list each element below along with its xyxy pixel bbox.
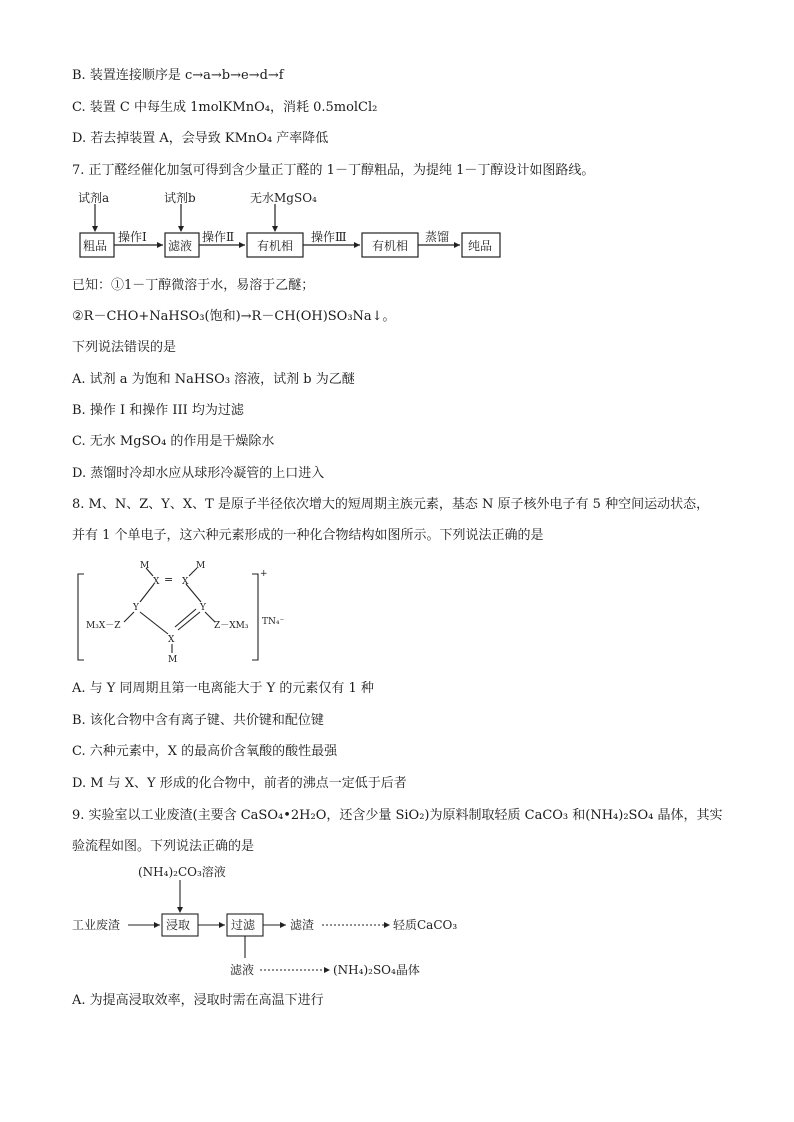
q7-reagent-a-label: 试剂a xyxy=(78,191,110,205)
q8-m-bottom: M xyxy=(168,655,178,665)
q7-op4-label: 蒸馏 xyxy=(425,230,450,244)
q9-residue-label: 滤渣 xyxy=(290,918,315,932)
q9-product1-label: 轻质CaCO₃ xyxy=(393,918,458,932)
q9-option-a: A. 为提高浸取效率，浸取时需在高温下进行 xyxy=(72,993,324,1008)
q8-structure-diagram xyxy=(72,560,302,670)
q7-box-organic-2: 有机相 xyxy=(372,239,409,253)
q8-x-right: X xyxy=(182,577,189,587)
q7-stem: 7. 正丁醛经催化加氢可得到含少量正丁醛的 1－丁醇粗品，为提纯 1－丁醇设计如图路线。 xyxy=(72,163,595,178)
q8-counter-ion: TN₄⁻ xyxy=(262,617,285,627)
q7-purification-flowchart xyxy=(70,190,510,265)
q7-op1-label: 操作Ⅰ xyxy=(118,230,147,244)
q8-x-bottom: X xyxy=(168,635,175,645)
q7-option-b: B. 操作 I 和操作 III 均为过滤 xyxy=(72,403,244,418)
q9-product2-label: (NH₄)₂SO₄晶体 xyxy=(333,963,420,977)
q8-option-a: A. 与 Y 同周期且第一电离能大于 Y 的元素仅有 1 种 xyxy=(72,681,374,696)
q8-charge: + xyxy=(260,569,268,579)
q8-double-bond: = xyxy=(164,573,174,586)
q9-process-flowchart xyxy=(70,862,470,982)
q7-op3-label: 操作Ⅲ xyxy=(311,230,347,244)
q7-option-a: A. 试剂 a 为饱和 NaHSO₃ 溶液，试剂 b 为乙醚 xyxy=(72,372,355,387)
q6-option-b: B. 装置连接顺序是 c→a→b→e→d→f xyxy=(72,68,284,83)
q9-stem-line2: 验流程如图。下列说法正确的是 xyxy=(72,839,255,854)
q7-box-pure: 纯品 xyxy=(468,239,493,253)
q8-m-top-left: M xyxy=(140,561,150,571)
q8-y-right: Y xyxy=(200,603,206,613)
q9-filtrate-label: 滤液 xyxy=(230,963,255,977)
q9-start-label: 工业废渣 xyxy=(72,918,121,932)
q8-x-left: X xyxy=(153,577,160,587)
q8-stem-line2: 并有 1 个单电子，这六种元素形成的一种化合物结构如图所示。下列说法正确的是 xyxy=(72,528,544,543)
q8-y-left: Y xyxy=(133,603,139,613)
q8-stem-line1: 8. M、N、Z、Y、X、T 是原子半径依次增大的短周期主族元素，基态 N 原子核外电子有 5 种空间运动状态， xyxy=(72,497,710,512)
q7-option-c: C. 无水 MgSO₄ 的作用是干燥除水 xyxy=(72,434,275,449)
q7-question: 下列说法错误的是 xyxy=(72,340,177,355)
q6-option-d: D. 若去掉装置 A，会导致 KMnO₄ 产率降低 xyxy=(72,131,329,146)
q8-option-c: C. 六种元素中，X 的最高价含氧酸的酸性最强 xyxy=(72,744,338,759)
q9-box-leach: 浸取 xyxy=(166,918,191,932)
q7-known-1: 已知：①1－丁醇微溶于水，易溶于乙醚； xyxy=(72,278,315,293)
q7-reagent-b-label: 试剂b xyxy=(164,191,196,205)
q9-reagent-label: (NH₄)₂CO₃溶液 xyxy=(138,865,226,879)
q8-left-group: M₃X－Z xyxy=(86,621,121,631)
q8-right-group: Z－XM₃ xyxy=(214,621,249,631)
q7-box-filtrate: 滤液 xyxy=(168,239,193,253)
q8-m-top-right: M xyxy=(196,561,206,571)
q7-box-organic-1: 有机相 xyxy=(257,239,294,253)
q6-option-c: C. 装置 C 中每生成 1molKMnO₄，消耗 0.5molCl₂ xyxy=(72,100,378,115)
q9-stem-line1: 9. 实验室以工业废渣(主要含 CaSO₄•2H₂O，还含少量 SiO₂)为原料制取轻质 CaCO₃ 和(NH₄)₂SO₄ 晶体，其实 xyxy=(72,808,723,823)
q7-box-crude: 粗品 xyxy=(83,239,108,253)
q7-mgso4-label: 无水MgSO₄ xyxy=(250,191,317,205)
q7-option-d: D. 蒸馏时冷却水应从球形冷凝管的上口进入 xyxy=(72,466,325,481)
q9-box-filter: 过滤 xyxy=(231,918,256,932)
q7-known-2: ②R－CHO+NaHSO₃(饱和)→R－CH(OH)SO₃Na↓。 xyxy=(72,309,396,324)
q8-option-b: B. 该化合物中含有离子键、共价键和配位键 xyxy=(72,713,324,728)
q7-op2-label: 操作Ⅱ xyxy=(202,230,235,244)
q8-option-d: D. M 与 X、Y 形成的化合物中，前者的沸点一定低于后者 xyxy=(72,776,407,791)
